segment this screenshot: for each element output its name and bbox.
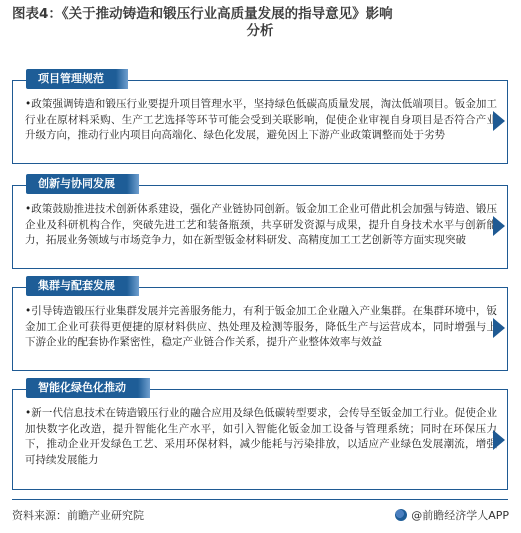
footer-divider	[12, 499, 508, 500]
section-panel-innovation	[12, 185, 508, 269]
source-note: 资料来源：前瞻产业研究院	[12, 509, 144, 522]
title-line-1: 图表4：《关于推动铸造和锻压行业高质量发展的指导意见》影响	[12, 6, 393, 22]
arrow-right-icon	[489, 216, 507, 238]
section-panel-project-management	[12, 80, 508, 164]
section-panel-cluster	[12, 287, 508, 371]
section-heading-innovation: 创新与协同发展	[26, 174, 139, 194]
section-heading-project-management: 项目管理规范	[26, 69, 128, 89]
arrow-right-icon	[489, 318, 507, 340]
brand-name: @前瞻经济学人APP	[411, 509, 509, 522]
section-panel-smart-green	[12, 389, 508, 490]
brand-logo-icon	[395, 509, 407, 521]
brand-credit	[395, 507, 509, 523]
section-text-smart-green: •新一代信息技术在铸造锻压行业的融合应用及绿色低碳转型要求，会传导至钣金加工行业。促使企业加快数字化改造，提升智能化生产水平，如引入智能化钣金加工设备与管理系统；同时在环保压力下，推动企业开发绿色工艺、采用环保材料，减少能耗与污染排放，以适应产业绿色发展潮流，增强可持续发展能力	[25, 407, 497, 466]
section-heading-cluster: 集群与配套发展	[26, 276, 139, 296]
title-line-2: 分析	[246, 23, 274, 39]
section-text-project-management: •政策强调铸造和锻压行业要提升项目管理水平，坚持绿色低碳高质量发展，淘汰低端项目。钣金加工行业在原材料采购、生产工艺选择等环节可能会受到关联影响，促使企业审视自身项目是否符合产业升级方向，推动行业内项目向高端化、绿色化发展，避免因上下游产业政策调整而处于劣势	[25, 98, 497, 141]
section-text-cluster: •引导铸造锻压行业集群发展并完善服务能力，有利于钣金加工企业融入产业集群。在集群环境中，钣金加工企业可获得更便捷的原材料供应、热处理及检测等服务，降低生产与运营成本，同时增强与上下游企业的配套协作紧密性，稳定产业链合作关系，提升产业整体效率与效益	[25, 305, 497, 348]
arrow-right-icon	[489, 430, 507, 452]
chart-title	[12, 6, 508, 40]
arrow-right-icon	[489, 111, 507, 133]
section-heading-smart-green: 智能化绿色化推动	[26, 378, 150, 398]
section-text-innovation: •政策鼓励推进技术创新体系建设，强化产业链协同创新。钣金加工企业可借此机会加强与铸造、锻压企业及科研机构合作，突破先进工艺和装备瓶颈，共享研发资源与成果，提升自身技术水平与创新能力，拓展业务领域与市场竞争力，如在新型钣金材料研发、高精度加工工艺创新等方面实现突破	[25, 203, 497, 246]
